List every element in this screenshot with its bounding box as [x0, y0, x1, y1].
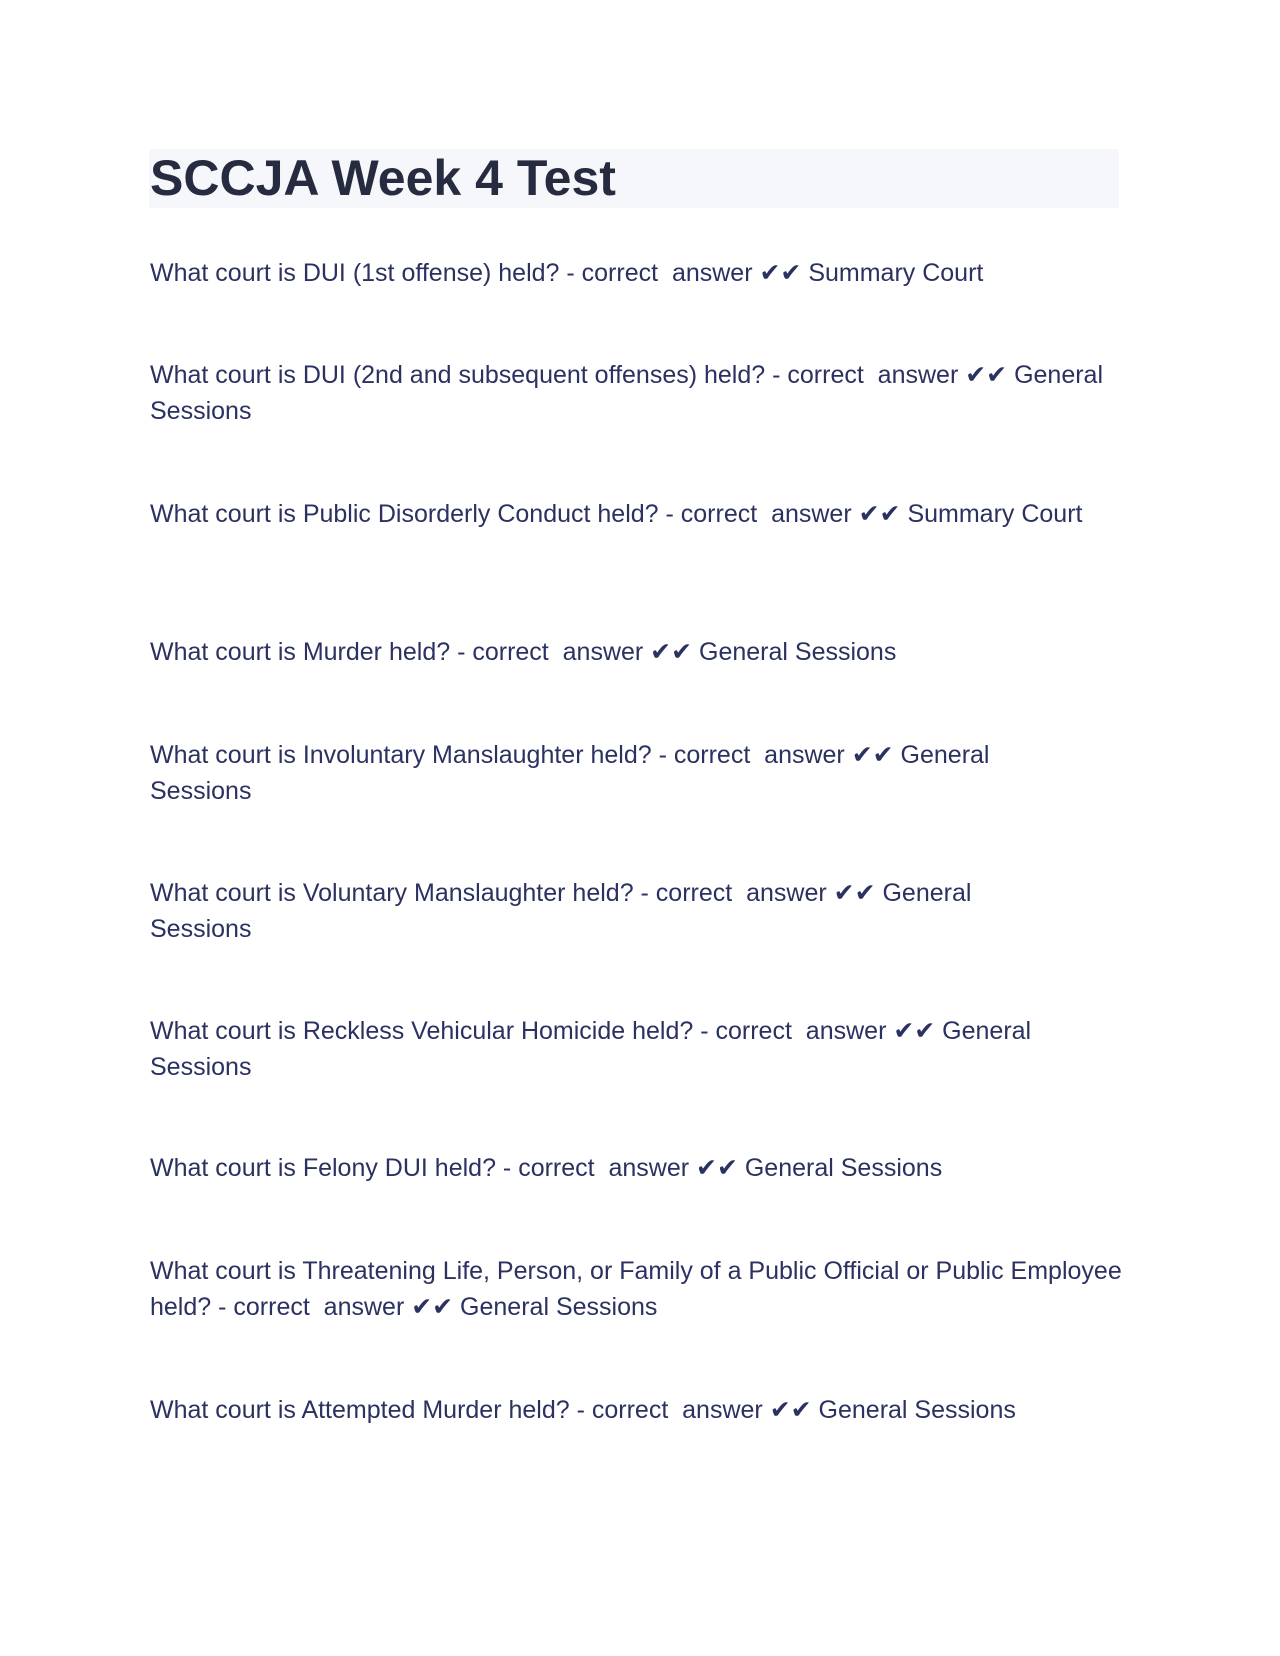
qa-item: What court is Felony DUI held? - correct answer ✔✔ General Sessions: [150, 1154, 943, 1182]
qa-item: What court is DUI (2nd and subsequent offenses) held? - correct answer ✔✔ General Sessions: [150, 361, 1110, 425]
qa-item: What court is Attempted Murder held? - correct answer ✔✔ General Sessions: [150, 1396, 1016, 1424]
document-title-block: [149, 149, 1119, 208]
qa-item: What court is Involuntary Manslaughter held? - correct answer ✔✔ General Sessions: [150, 741, 997, 805]
qa-item: What court is Reckless Vehicular Homicide held? - correct answer ✔✔ General Sessions: [150, 1017, 1039, 1081]
document-title: SCCJA Week 4 Test: [150, 150, 616, 206]
qa-item: What court is Voluntary Manslaughter held? - correct answer ✔✔ General Sessions: [150, 879, 979, 943]
qa-item: What court is Threatening Life, Person, or Family of a Public Official or Public Employee held? - correct answer ✔✔ General Sessions: [150, 1257, 1129, 1321]
qa-item: What court is DUI (1st offense) held? - correct answer ✔✔ Summary Court: [150, 259, 984, 287]
qa-item: What court is Murder held? - correct answer ✔✔ General Sessions: [150, 638, 897, 666]
qa-item: What court is Public Disorderly Conduct held? - correct answer ✔✔ Summary Court: [150, 500, 1083, 528]
